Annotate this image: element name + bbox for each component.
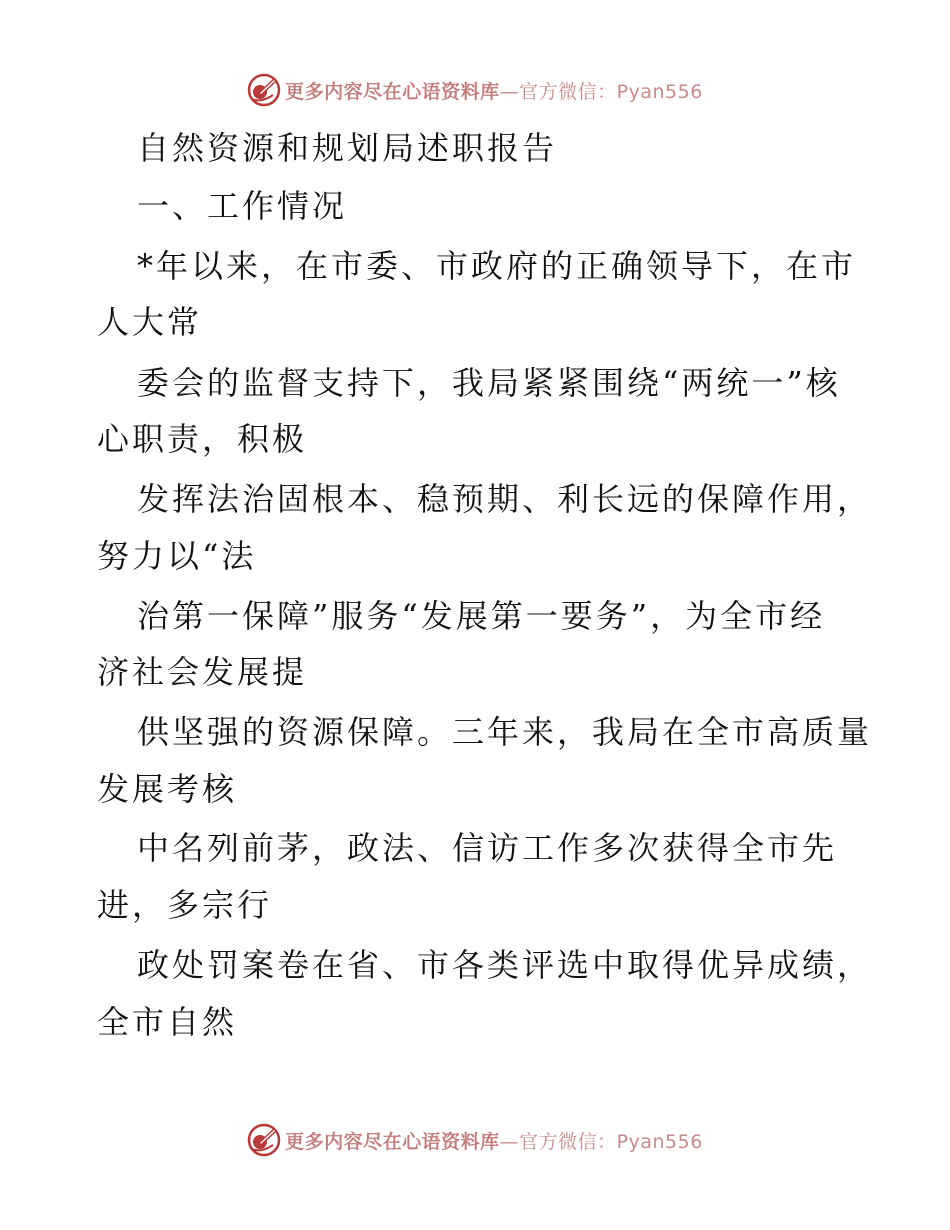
paragraph-line: *年以来，在市委、市政府的正确领导下，在市 [137, 247, 857, 285]
paragraph-line: 供坚强的资源保障。三年来，我局在全市高质量 [137, 713, 873, 751]
header-banner [0, 70, 950, 110]
document-title: 自然资源和规划局述职报告 [137, 129, 558, 167]
paragraph-line: 济社会发展提 [97, 653, 308, 691]
paragraph-line: 发挥法治固根本、稳预期、利长远的保障作用， [137, 480, 873, 518]
footer-banner [0, 1120, 950, 1160]
logo-pen-icon [247, 73, 281, 107]
paragraph-line: 心职责，积极 [97, 420, 308, 458]
paragraph-line: 进，多宗行 [97, 886, 273, 924]
paragraph-line: 人大常 [97, 303, 203, 341]
paragraph-line: 全市自然 [97, 1003, 238, 1041]
paragraph-line: 委会的监督支持下，我局紧紧围绕“两统一”核 [137, 364, 841, 402]
footer-slogan: 更多内容尽在心语资料库—官方微信：Pyan556 [285, 1130, 703, 1153]
paragraph-line: 政处罚案卷在省、市各类评选中取得优异成绩， [137, 946, 873, 984]
paragraph-line: 中名列前茅，政法、信访工作多次获得全市先 [137, 829, 838, 867]
header-slogan: 更多内容尽在心语资料库—官方微信：Pyan556 [285, 80, 703, 103]
paragraph-line: 努力以“法 [97, 537, 257, 575]
paragraph-line: 治第一保障”服务“发展第一要务”，为全市经 [137, 597, 826, 635]
paragraph-line: 发展考核 [97, 770, 238, 808]
logo-pen-icon [247, 1123, 281, 1157]
section-heading: 一、工作情况 [137, 187, 348, 225]
